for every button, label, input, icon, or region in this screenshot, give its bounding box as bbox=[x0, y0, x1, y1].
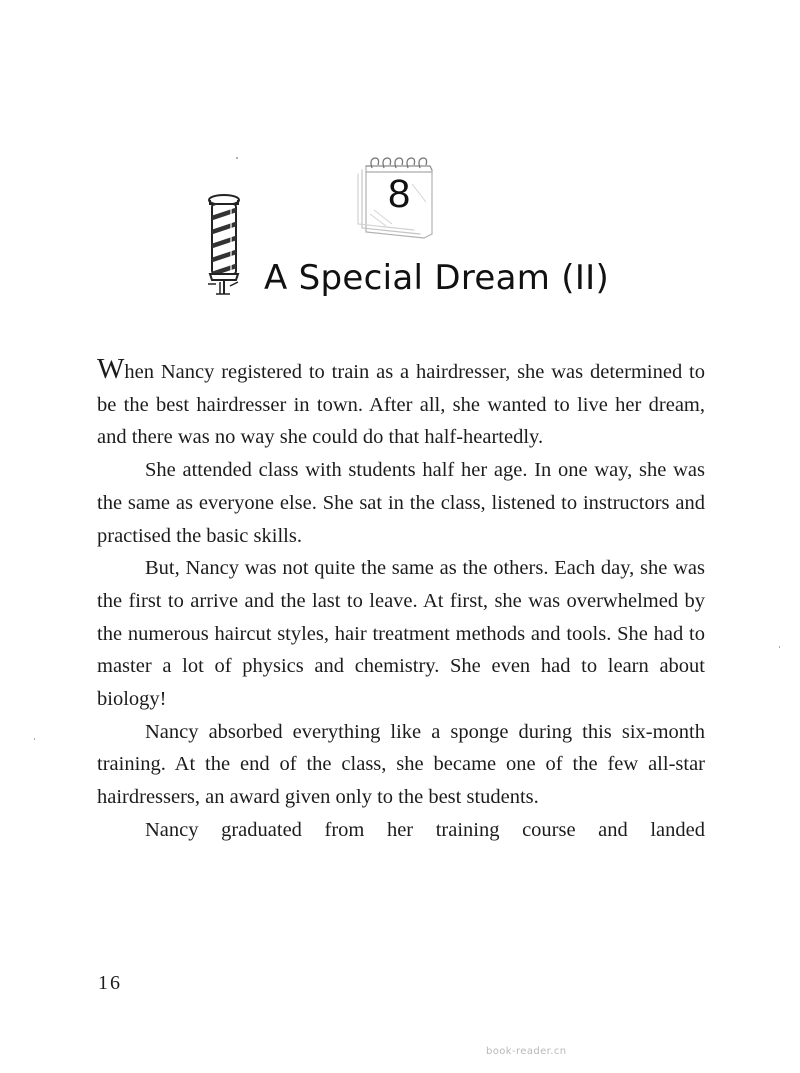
paragraph-4: Nancy absorbed everything like a sponge during this six-month training. At the end of the class, she became one of the few all-star hairdressers, an award given only to the best students. bbox=[97, 720, 705, 809]
scan-speck bbox=[34, 738, 35, 740]
paragraph-2: She attended class with students half her age. In one way, she was the same as everyone else. She sat in the class, listened to instructors and practised the basic skills. bbox=[97, 459, 705, 547]
body-text bbox=[97, 353, 705, 847]
paragraph-1 bbox=[97, 353, 705, 454]
page-number: 16 bbox=[98, 972, 122, 994]
paragraph-3: But, Nancy was not quite the same as the others. Each day, she was the first to arrive and the last to leave. At first, she was overwhelmed by the numerous haircut styles, hair treatment methods and tools. She had to master a lot of physics and chemistry. She even had to learn about biology! bbox=[97, 557, 705, 711]
drop-cap: W bbox=[97, 353, 125, 385]
scan-speck bbox=[236, 157, 238, 159]
paragraph-1-text: hen Nancy registered to train as a hairdresser, she was determined to be the best hairdresser in town. After all, she wanted to live her dream, and there was no way she could do that half-heartedly. bbox=[97, 361, 705, 449]
chapter-number: 8 bbox=[388, 172, 411, 216]
scan-speck bbox=[779, 646, 780, 648]
chapter-title: A Special Dream (II) bbox=[264, 258, 610, 298]
watermark: book-reader.cn bbox=[486, 1046, 567, 1057]
barber-pole-icon bbox=[200, 190, 250, 302]
paragraph-5: Nancy graduated from her training course and landed bbox=[145, 818, 705, 841]
